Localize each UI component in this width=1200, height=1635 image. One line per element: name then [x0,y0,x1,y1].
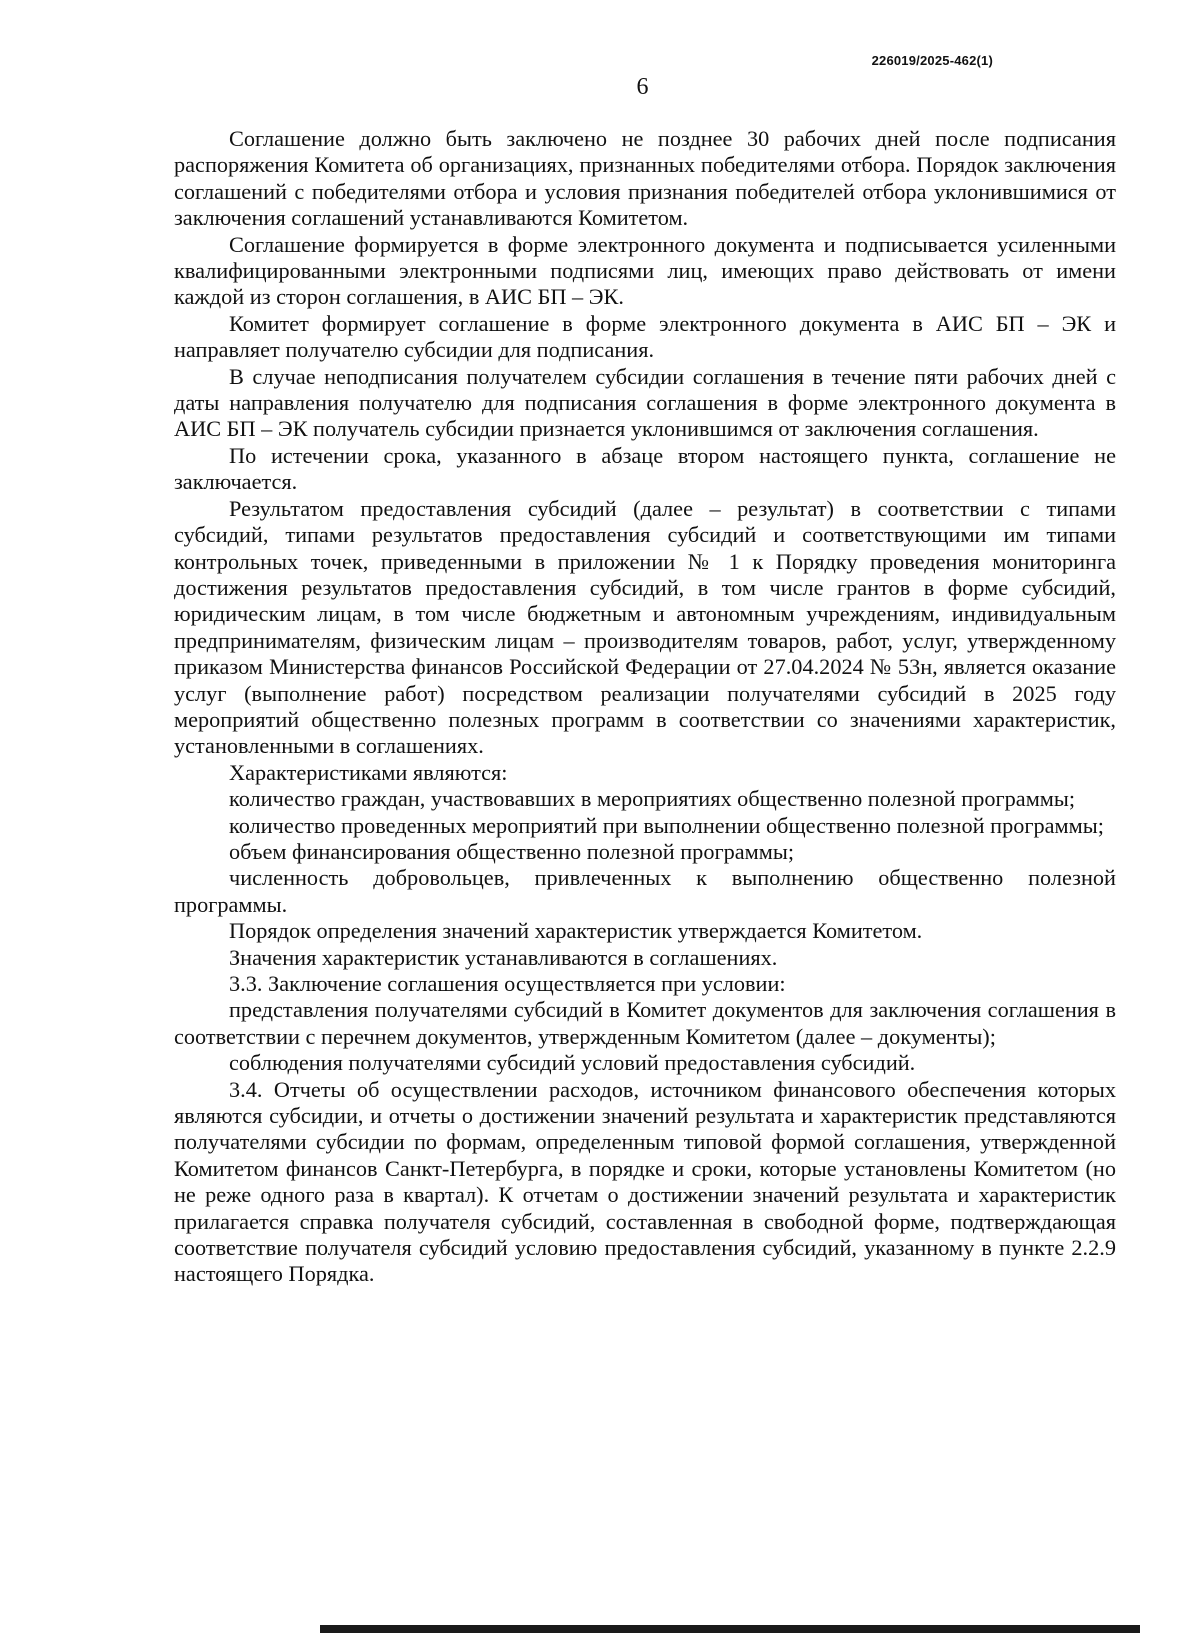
paragraph-values-procedure: Порядок определения значений характеристик утверждается Комитетом. [229,918,923,944]
list-item-documents-submission: представления получателями субсидий в Комитет документов для заключения соглашения в соответствии с перечнем документов, утвержденным Комитетом (далее – документы); [174,997,1116,1049]
list-item-volunteers-count: численность добровольцев, привлеченных к выполнению общественно полезной программы. [174,865,1116,917]
list-item-events-count: количество проведенных мероприятий при выполнении общественно полезной программы; [229,812,1104,838]
paragraph-section-3-3: 3.3. Заключение соглашения осуществляется при условии: [229,971,786,996]
scan-edge-line [320,1625,1140,1633]
page-number: 6 [636,74,649,100]
document-body [174,126,1116,1288]
paragraph-committee-forms-agreement: Комитет формирует соглашение в форме электронного документа в АИС БП – ЭК и направляет получателю субсидии для подписания. [174,310,1116,363]
document-registration-number: 226019/2025-462(1) [871,53,993,68]
list-item-citizens-count: количество граждан, участвовавших в мероприятиях общественно полезной программы; [229,786,1076,812]
paragraph-electronic-form: Соглашение формируется в форме электронного документа и подписывается усиленными квалифицированными электронными подписями лиц, имеющих право действовать от имени каждой из сторон соглашения, в АИС БП – ЭК. [174,231,1116,310]
paragraph-result-definition: Результатом предоставления субсидий (далее – результат) в соответствии с типами субсидий, типами результатов предоставления субсидий и соответствующими им типами контрольных точек, приведенными в приложении № 1 к Порядку проведения мониторинга достижения результатов предоставления субсидий, в том числе грантов в форме субсидий, юридическим лицам, в том числе бюджетным и автономным учреждениям, индивидуальным предпринимателям, физическим лицам – производителям товаров, работ, услуг, утвержденному приказом Министерства финансов Российской Федерации от 27.04.2024 № 53н, является оказание услуг (выполнение работ) посредством реализации получателями субсидий в 2025 году мероприятий общественно полезных программ в соответствии со значениями характеристик, установленными в соглашениях. [174,495,1116,759]
paragraph-agreement-deadline: Соглашение должно быть заключено не позднее 30 рабочих дней после подписания распоряжения Комитета об организациях, признанных победителями отбора. Порядок заключения соглашений с победителями отбора и условия признания победителей отбора уклонившимися от заключения соглашений устанавливаются Комитетом. [174,126,1116,231]
paragraph-term-expiry: По истечении срока, указанного в абзаце втором настоящего пункта, соглашение не заключается. [174,442,1116,495]
paragraph-characteristics-heading: Характеристиками являются: [229,759,508,785]
list-item-funding-volume: объем финансирования общественно полезной программы; [229,838,795,864]
list-item-conditions-compliance: соблюдения получателями субсидий условий предоставления субсидий. [229,1050,916,1076]
paragraph-values-in-agreements: Значения характеристик устанавливаются в соглашениях. [229,944,778,970]
paragraph-section-3-4: 3.4. Отчеты об осуществлении расходов, источником финансового обеспечения которых являются субсидии, и отчеты о достижении значений результата и характеристик представляются получателями субсидии по формам, определенным типовой формой соглашения, утвержденной Комитетом финансов Санкт-Петербурга, в порядке и сроки, которые установлены Комитетом (но не реже одного раза в квартал). К отчетам о достижении значений результата и характеристик прилагается справка получателя субсидий, составленная в свободной форме, подтверждающая соответствие получателя субсидий условию предоставления субсидий, указанному в пункте 2.2.9 настоящего Порядка. [174,1076,1116,1287]
paragraph-non-signing: В случае неподписания получателем субсидии соглашения в течение пяти рабочих дней с даты направления получателю для подписания соглашения в форме электронного документа в АИС БП – ЭК получатель субсидии признается уклонившимся от заключения соглашения. [174,363,1116,442]
